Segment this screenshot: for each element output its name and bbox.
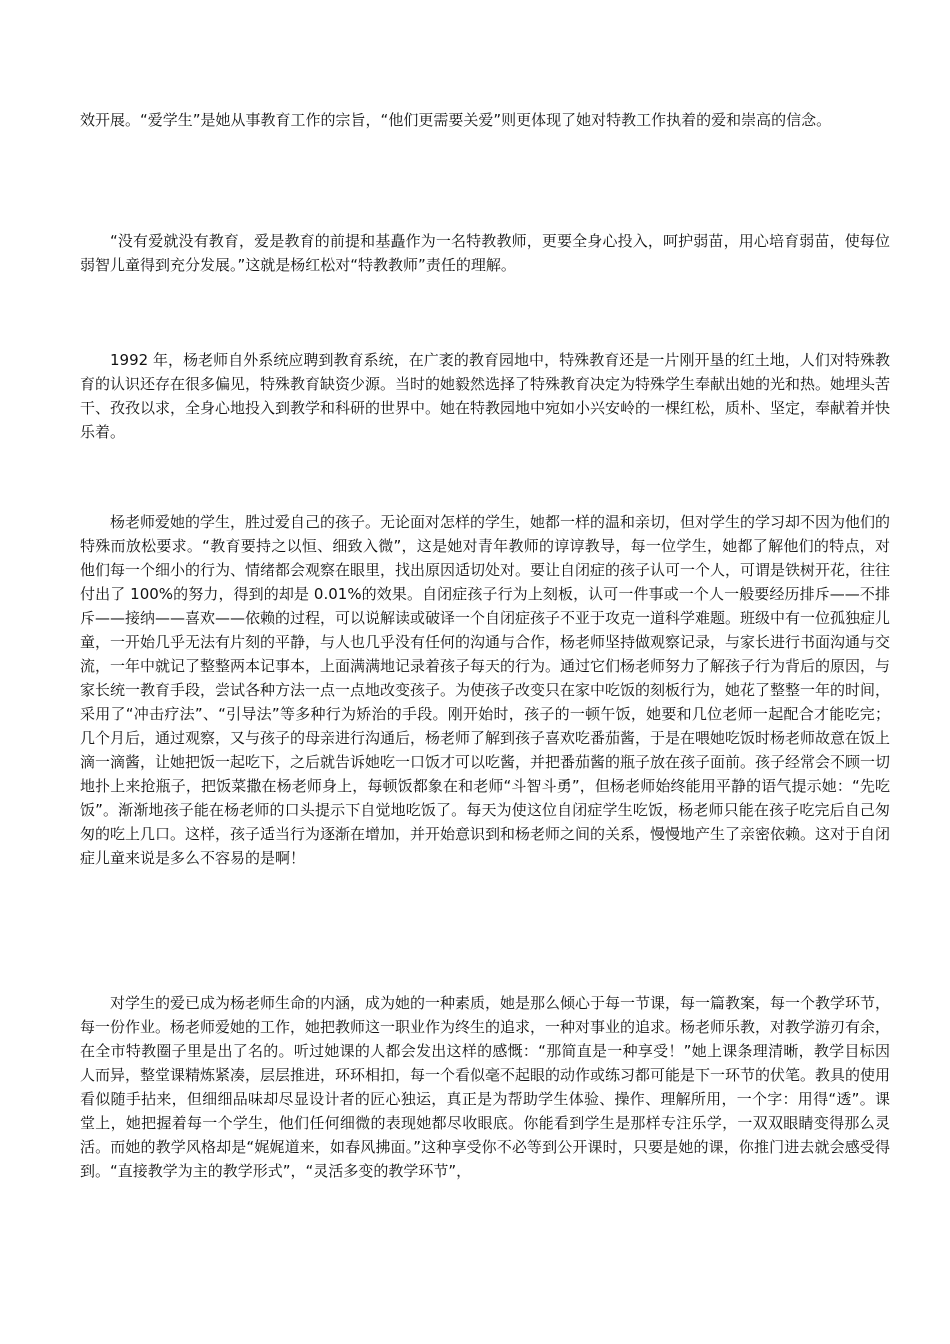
paragraph-teacher-quote: “没有爱就没有教育，爱是教育的前提和基矗作为一名特教教师，更要全身心投入，呵护弱苗，用心培育弱苗，使每位弱智儿童得到充分发展。”这就是杨红松对“特教教师”责任的理解。: [80, 232, 890, 274]
paragraph-continuation: 效开展。“爱学生”是她从事教育工作的宗旨，“他们更需要关爱”则更体现了她对特教工作执着的爱和崇高的信念。: [80, 111, 832, 129]
paragraph-love-for-teaching: 对学生的爱已成为杨老师生命的内涵，成为她的一种素质，她是那么倾心于每一节课，每一篇教案，每一个教学环节，每一份作业。杨老师爱她的工作，她把教师这一职业作为终生的追求，一种对事业的追求。杨老师乐教，对教学游刃有余，在全市特教圈子里是出了名的。听过她课的人都会发出这样的感慨：“那简直是一种享受！”她上课条理清晰，教学目标因人而异，整堂课精炼紧凑，层层推进，环环相扣，每一个看似毫不起眼的动作或练习都可能是下一环节的伏笔。教具的使用看似随手拈来，但细细品味却尽显设计者的匠心独运，真正是为帮助学生体验、操作、理解所用，一个字：用得“透”。课堂上，她把握着每一个学生，他们任何细微的表现她都尽收眼底。你能看到学生是那样专注乐学，一双双眼睛变得那么灵活。而她的教学风格却是“娓娓道来，如春风拂面。”这种享受你不必等到公开课时，只要是她的课，你推门进去就会感受得到。“直接教学为主的教学形式”，“灵活多变的教学环节”，: [80, 994, 891, 1180]
paragraph-love-for-students: 杨老师爱她的学生，胜过爱自己的孩子。无论面对怎样的学生，她都一样的温和亲切，但对学生的学习却不因为他们的特殊而放松要求。“教育要持之以恒、细致入微”，这是她对青年教师的谆谆教导，每一位学生，她都了解他们的特点，对他们每一个细小的行为、情绪都会观察在眼里，找出原因适切处对。要让自闭症的孩子认可一个人，可谓是铁树开花，往往付出了 100%的努力，得到的却是 0.01%的效果。自闭症孩子行为上刻板，认可一件事或一个人一般要经历排斥——不排斥——接纳——喜欢——依赖的过程，可以说解读或破译一个自闭症孩子不亚于攻克一道科学难题。班级中有一位孤独症儿童，一开始几乎无法有片刻的平静，与人也几乎没有任何的沟通与合作，杨老师坚持做观察记录，与家长进行书面沟通与交流，一年中就记了整整两本记事本，上面满满地记录着孩子每天的行为。通过它们杨老师努力了解孩子行为背后的原因，与家长统一教育手段，尝试各种方法一点一点地改变孩子。为使孩子改变只在家中吃饭的刻板行为，她花了整整一年的时间，采用了“冲击疗法”、“引导法”等多种行为矫治的手段。刚开始时，孩子的一顿午饭，她要和几位老师一起配合才能吃完；几个月后，通过观察，又与孩子的母亲进行沟通后，杨老师了解到孩子喜欢吃番茄酱，于是在喂她吃饭时杨老师故意在饭上滴一滴酱，让她把饭一起吃下，之后就告诉她吃一口饭才可以吃酱，并把番茄酱的瓶子放在孩子面前。孩子经常会不顾一切地扑上来抢瓶子，把饭菜撒在杨老师身上，每顿饭都象在和老师“斗智斗勇”，但杨老师始终能用平静的语气提示她：“先吃饭”。渐渐地孩子能在杨老师的口头提示下自觉地吃饭了。每天为使这位自闭症学生吃饭，杨老师只能在孩子吃完后自己匆匆的吃上几口。这样，孩子适当行为逐渐在增加，并开始意识到和杨老师之间的关系，慢慢地产生了亲密依赖。这对于自闭症儿童来说是多么不容易的是啊！: [80, 513, 891, 867]
paragraph-career-start: 1992 年，杨老师自外系统应聘到教育系统，在广袤的教育园地中，特殊教育还是一片刚开垦的红土地，人们对特殊教育的认识还存在很多偏见，特殊教育缺资少源。当时的她毅然选择了特殊教育决定为特殊学生奉献出她的光和热。她埋头苦干、孜孜以求，全身心地投入到教学和科研的世界中。她在特教园地中宛如小兴安岭的一棵红松，质朴、坚定，奉献着并快乐着。: [80, 351, 891, 441]
